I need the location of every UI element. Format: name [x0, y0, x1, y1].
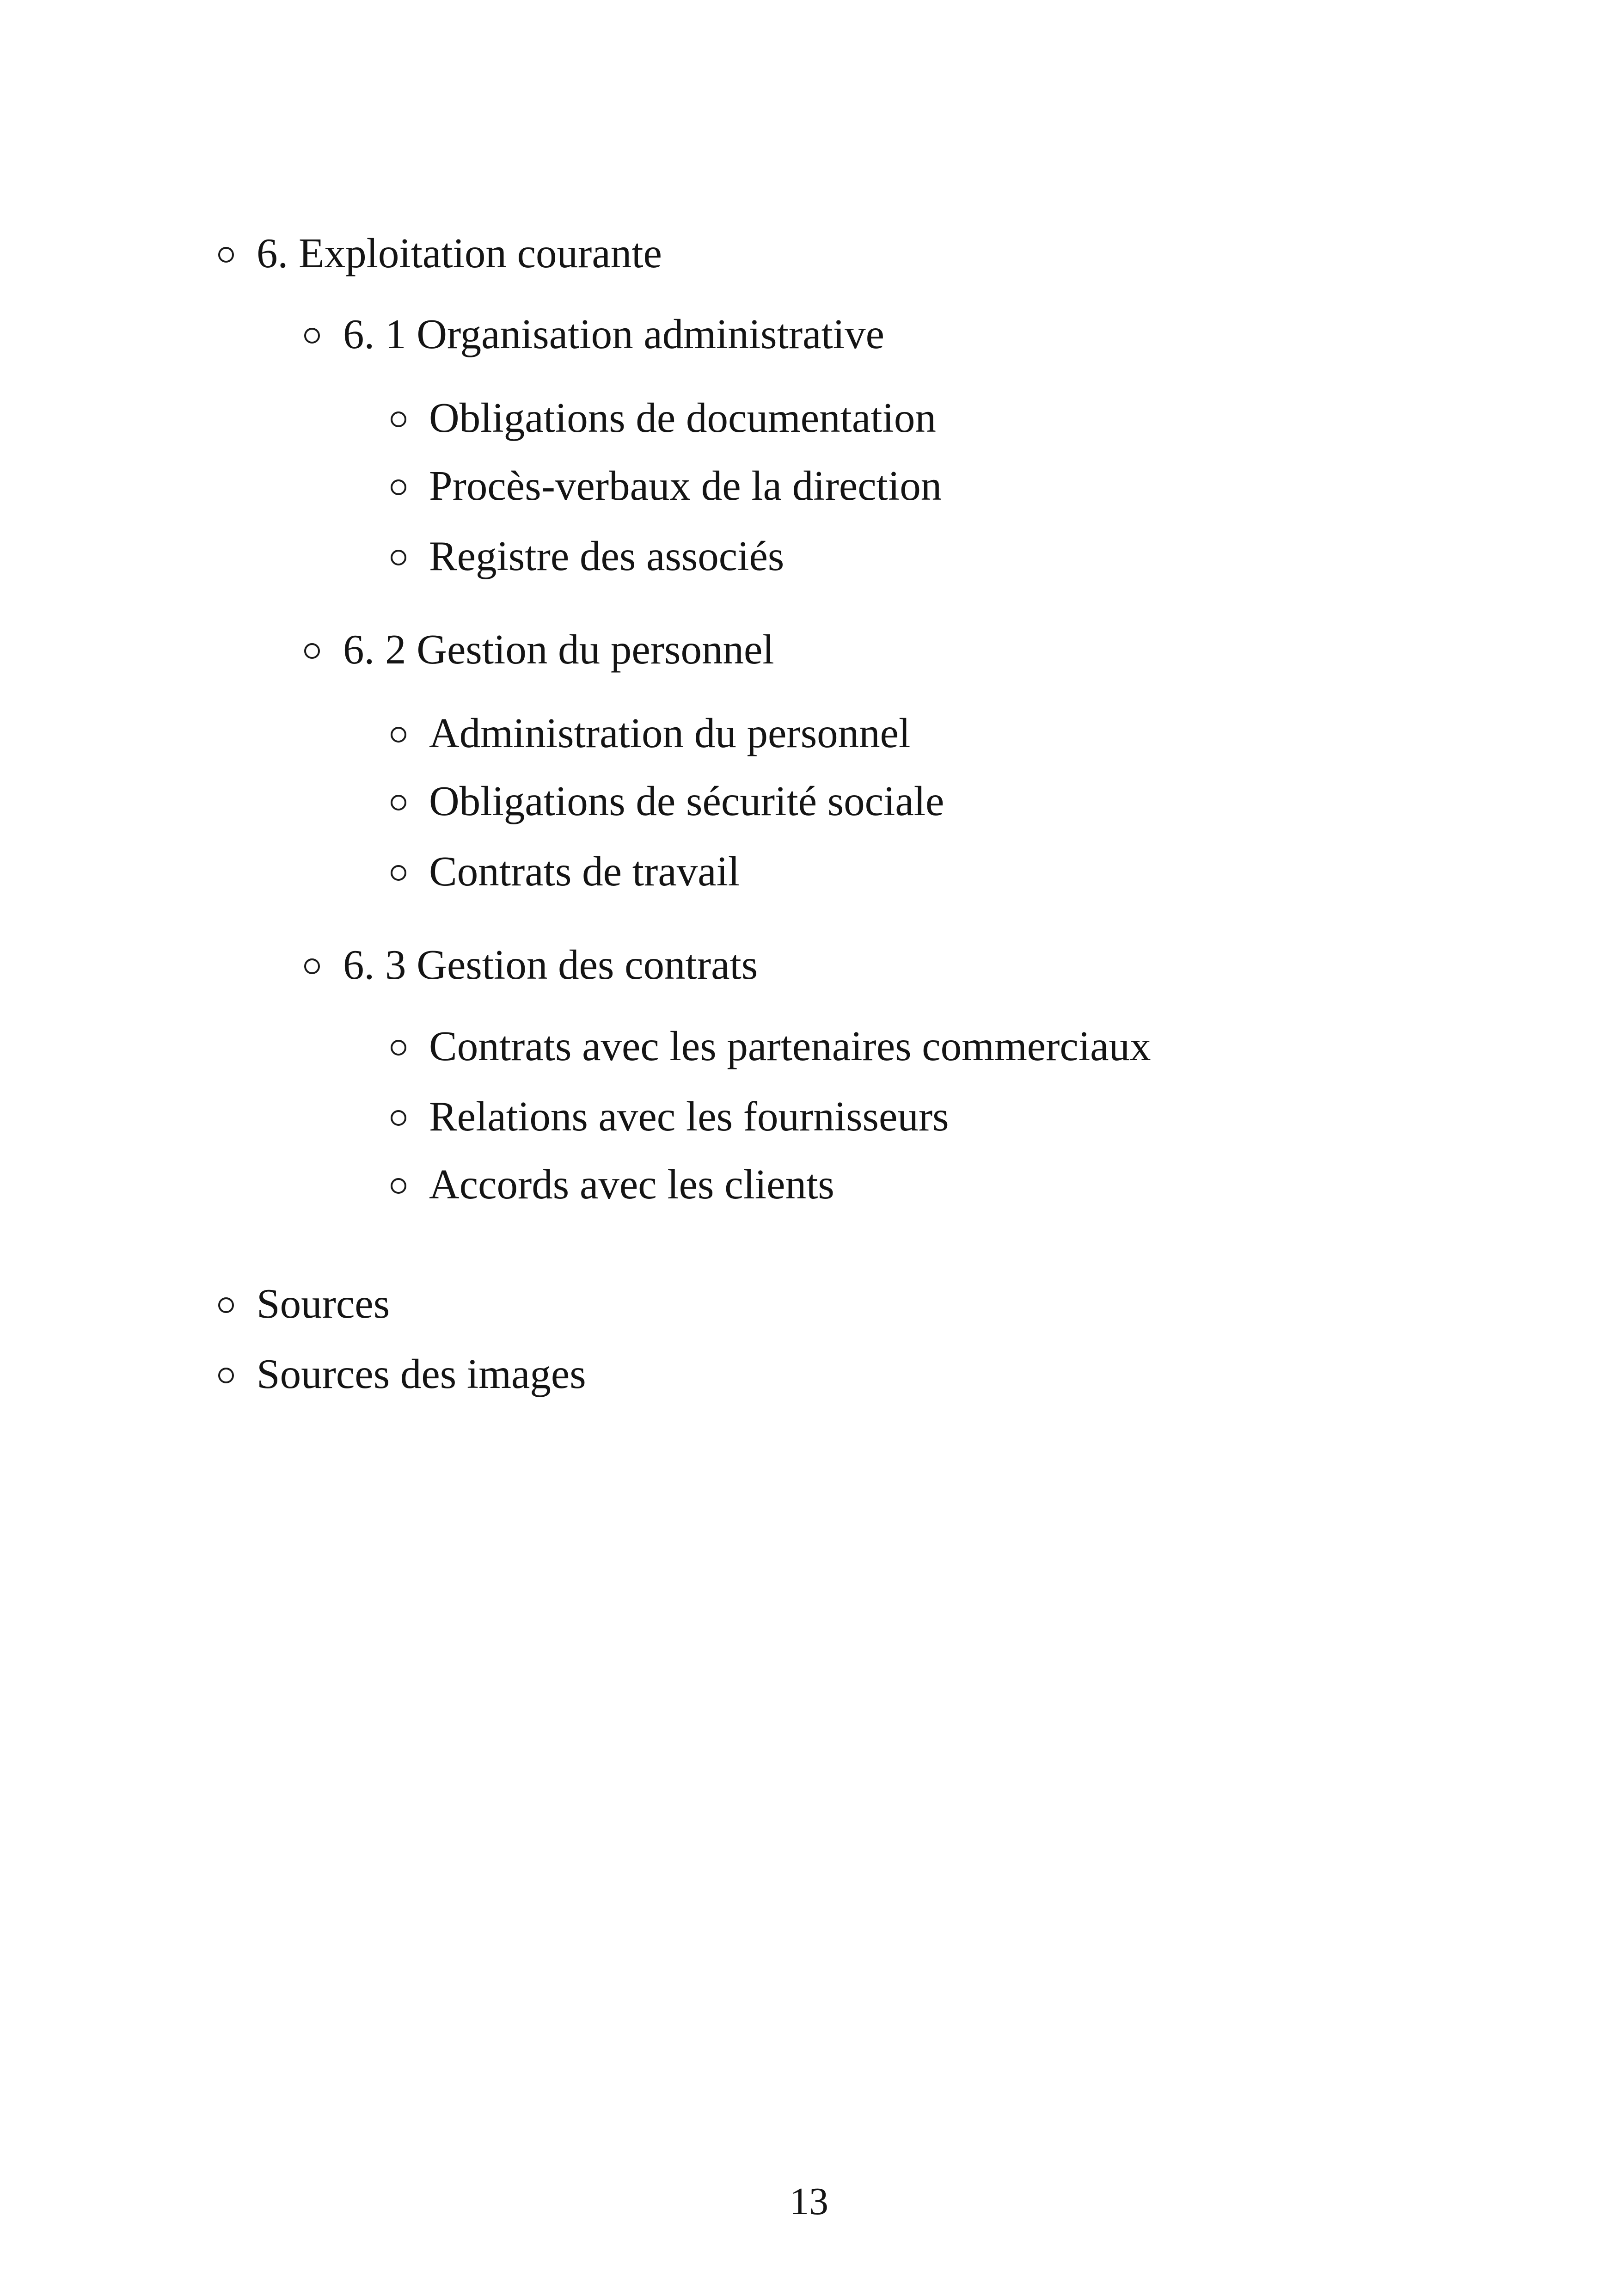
page-number: 13 — [790, 2180, 828, 2223]
toc-entry-label: Registre des associés — [429, 533, 784, 579]
circle-bullet-icon — [391, 727, 406, 743]
toc-entry-label: Procès-verbaux de la direction — [429, 462, 942, 509]
toc-entry-label: Sources — [257, 1280, 390, 1327]
toc-entry-label: Administration du personnel — [429, 710, 911, 756]
toc-entry-label: Contrats avec les partenaires commerciaux — [429, 1023, 1151, 1069]
toc-entry-label: Accords avec les clients — [429, 1161, 834, 1208]
circle-bullet-icon — [391, 1110, 406, 1126]
toc-entry-label: 6. 3 Gestion des contrats — [343, 941, 758, 988]
circle-bullet-icon — [391, 795, 406, 810]
toc-entry-label: Obligations de sécurité sociale — [429, 778, 944, 824]
toc-entry-label: Obligations de documentation — [429, 394, 936, 441]
toc-entry-label: Relations avec les fournisseurs — [429, 1093, 949, 1140]
circle-bullet-icon — [218, 1297, 234, 1313]
circle-bullet-icon — [304, 958, 320, 974]
toc-entry-label: Contrats de travail — [429, 848, 740, 895]
circle-bullet-icon — [391, 1178, 406, 1194]
toc-entry-label: 6. 2 Gestion du personnel — [343, 626, 774, 673]
circle-bullet-icon — [218, 1368, 234, 1383]
circle-bullet-icon — [304, 328, 320, 344]
circle-bullet-icon — [391, 1040, 406, 1056]
circle-bullet-icon — [391, 550, 406, 565]
circle-bullet-icon — [391, 865, 406, 881]
circle-bullet-icon — [391, 411, 406, 427]
toc-entry-label: 6. 1 Organisation administrative — [343, 311, 885, 357]
circle-bullet-icon — [304, 643, 320, 659]
circle-bullet-icon — [391, 479, 406, 495]
circle-bullet-icon — [218, 247, 234, 263]
toc-entry-label: Sources des images — [257, 1351, 586, 1397]
toc-entry-label: 6. Exploitation courante — [257, 230, 662, 276]
